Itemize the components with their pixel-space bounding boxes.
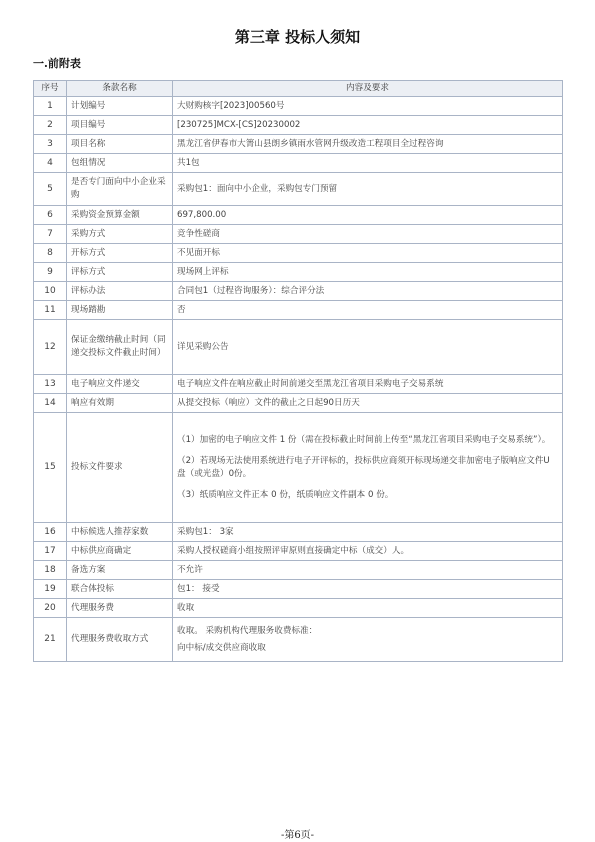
content-paragraph: （3）纸质响应文件正本 0 份，纸质响应文件副本 0 份。 [177, 489, 394, 500]
clause-content [173, 263, 563, 282]
row-number: 19 [34, 580, 67, 599]
clause-content [173, 599, 563, 618]
table-row [34, 375, 563, 394]
content-paragraph: 向中标/成交供应商收取 [177, 642, 266, 653]
row-number: 21 [34, 618, 67, 662]
table-row [34, 618, 563, 662]
clause-content [173, 413, 563, 523]
clause-name: 采购资金预算金额 [67, 206, 173, 225]
row-number: 20 [34, 599, 67, 618]
row-number: 10 [34, 282, 67, 301]
table-row [34, 154, 563, 173]
clause-name: 备选方案 [67, 561, 173, 580]
section-title: 一.前附表 [33, 57, 81, 70]
row-number: 9 [34, 263, 67, 282]
clause-name: 代理服务费收取方式 [67, 618, 173, 662]
content-paragraph: 大财购核字[2023]00560号 [177, 100, 285, 111]
clause-name: 计划编号 [67, 97, 173, 116]
clause-content [173, 282, 563, 301]
table-row [34, 301, 563, 320]
content-paragraph: 详见采购公告 [177, 341, 229, 352]
clause-content [173, 154, 563, 173]
content-paragraph: （2）若现场无法使用系统进行电子开评标的，投标供应商须开标现场递交非加密电子版响应文件U盘（或光盘）0份。 [177, 455, 550, 479]
clause-content [173, 116, 563, 135]
table-row [34, 523, 563, 542]
clause-name: 评标办法 [67, 282, 173, 301]
content-paragraph: （1）加密的电子响应文件 1 份（需在投标截止时间前上传至“黑龙江省项目采购电子交易系统”）。 [177, 434, 551, 445]
clause-name: 包组情况 [67, 154, 173, 173]
clause-content [173, 580, 563, 599]
table-row [34, 542, 563, 561]
clause-content [173, 225, 563, 244]
clause-content [173, 244, 563, 263]
clause-name: 评标方式 [67, 263, 173, 282]
row-number: 1 [34, 97, 67, 116]
content-paragraph: 包1： 接受 [177, 583, 220, 594]
content-paragraph: 否 [177, 304, 186, 315]
table-row [34, 413, 563, 523]
clause-name: 电子响应文件递交 [67, 375, 173, 394]
clause-content [173, 542, 563, 561]
row-number: 12 [34, 320, 67, 375]
table-row [34, 135, 563, 154]
clause-name: 项目名称 [67, 135, 173, 154]
content-paragraph: 收取 [177, 602, 195, 613]
header-clause-name: 条款名称 [67, 81, 173, 97]
clause-name: 是否专门面向中小企业采购 [67, 173, 173, 206]
front-attachment-table [33, 80, 563, 662]
clause-content [173, 523, 563, 542]
clause-content [173, 206, 563, 225]
clause-content [173, 97, 563, 116]
clause-name: 代理服务费 [67, 599, 173, 618]
row-number: 4 [34, 154, 67, 173]
row-number: 14 [34, 394, 67, 413]
content-paragraph: 共1包 [177, 157, 200, 168]
content-paragraph: 采购人授权磋商小组按照评审原则直接确定中标（成交）人。 [177, 545, 410, 556]
row-number: 18 [34, 561, 67, 580]
clause-content [173, 301, 563, 320]
content-paragraph: 收取。 采购机构代理服务收费标准： [177, 625, 318, 636]
table-row [34, 116, 563, 135]
table-row [34, 561, 563, 580]
clause-name: 开标方式 [67, 244, 173, 263]
page-number: -第6页- [280, 830, 315, 841]
content-paragraph: 竞争性磋商 [177, 228, 220, 239]
table-row [34, 394, 563, 413]
clause-name: 中标候选人推荐家数 [67, 523, 173, 542]
clause-name: 保证金缴纳截止时间（同递交投标文件截止时间） [67, 320, 173, 375]
table-row [34, 320, 563, 375]
table-row [34, 244, 563, 263]
table-header-row [34, 81, 563, 97]
content-paragraph: 697,800.00 [177, 209, 227, 220]
clause-name: 中标供应商确定 [67, 542, 173, 561]
clause-name: 采购方式 [67, 225, 173, 244]
header-content: 内容及要求 [173, 81, 563, 97]
table-row [34, 225, 563, 244]
table-row [34, 263, 563, 282]
table-row [34, 599, 563, 618]
content-paragraph: 合同包1（过程咨询服务）：综合评分法 [177, 285, 325, 296]
row-number: 16 [34, 523, 67, 542]
clause-content [173, 173, 563, 206]
content-paragraph: 采购包1： 3家 [177, 526, 234, 537]
table-row [34, 97, 563, 116]
row-number: 7 [34, 225, 67, 244]
row-number: 2 [34, 116, 67, 135]
table-row [34, 206, 563, 225]
content-paragraph: 现场网上评标 [177, 266, 229, 277]
clause-name: 联合体投标 [67, 580, 173, 599]
clause-name: 项目编号 [67, 116, 173, 135]
content-paragraph: 采购包1：面向中小企业，采购包专门预留 [177, 183, 338, 194]
row-number: 11 [34, 301, 67, 320]
chapter-title: 第三章 投标人须知 [234, 28, 361, 46]
clause-name: 投标文件要求 [67, 413, 173, 523]
table-row [34, 282, 563, 301]
content-paragraph: 不见面开标 [177, 247, 220, 258]
header-no: 序号 [34, 81, 67, 97]
content-paragraph: [230725]MCX-[CS]20230002 [177, 119, 301, 130]
content-paragraph: 黑龙江省伊春市大箐山县朗乡镇雨水管网升级改造工程项目全过程咨询 [177, 138, 444, 149]
row-number: 8 [34, 244, 67, 263]
clause-name: 现场踏勘 [67, 301, 173, 320]
table-row [34, 580, 563, 599]
clause-content [173, 320, 563, 375]
clause-name: 响应有效期 [67, 394, 173, 413]
row-number: 17 [34, 542, 67, 561]
table-row [34, 173, 563, 206]
row-number: 15 [34, 413, 67, 523]
clause-content [173, 375, 563, 394]
row-number: 6 [34, 206, 67, 225]
content-paragraph: 不允许 [177, 564, 203, 575]
clause-content [173, 561, 563, 580]
row-number: 3 [34, 135, 67, 154]
row-number: 13 [34, 375, 67, 394]
clause-content [173, 618, 563, 662]
content-paragraph: 从提交投标（响应）文件的截止之日起90日历天 [177, 397, 360, 408]
content-paragraph: 电子响应文件在响应截止时间前递交至黑龙江省项目采购电子交易系统 [177, 378, 444, 389]
clause-content [173, 135, 563, 154]
clause-content [173, 394, 563, 413]
row-number: 5 [34, 173, 67, 206]
